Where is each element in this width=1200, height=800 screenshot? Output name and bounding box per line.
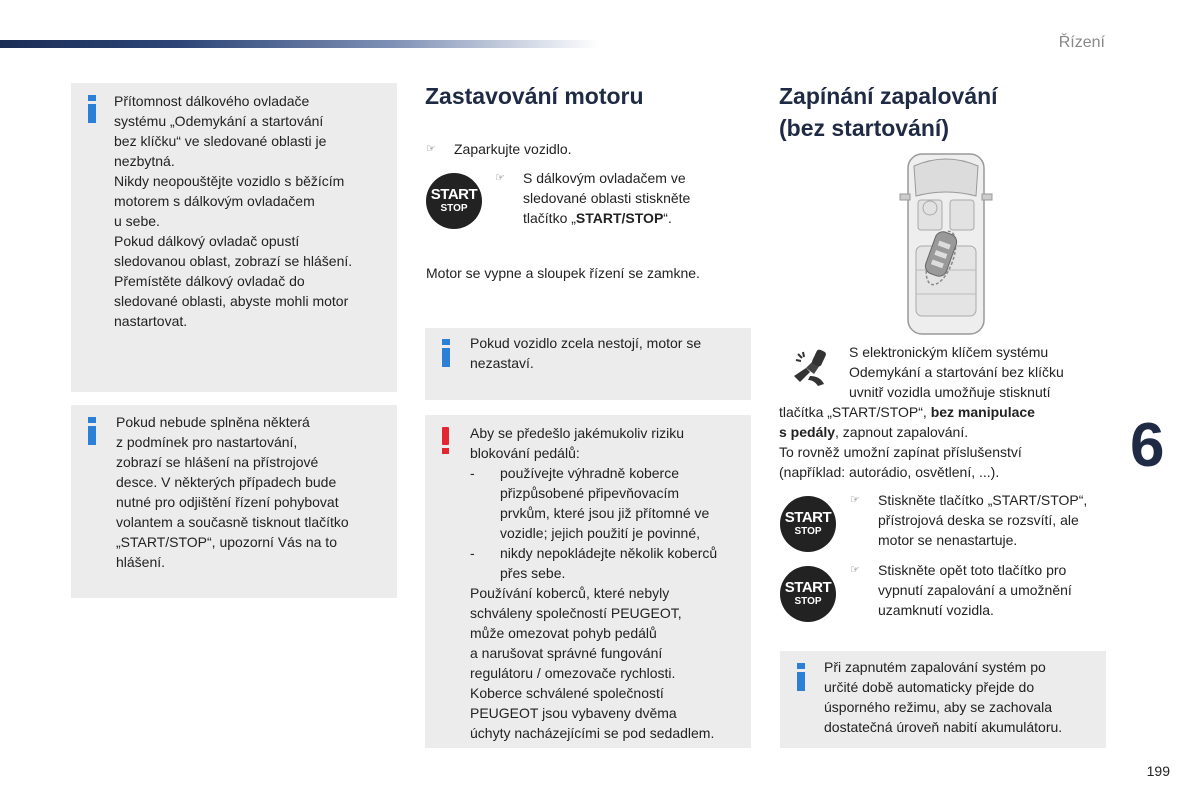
bullet-pointer-icon: ☞ — [495, 172, 505, 184]
section-label: Řízení — [1058, 34, 1105, 51]
text-fragment: tlačítka „START/STOP“, — [779, 404, 931, 420]
start-stop-button-icon — [780, 496, 836, 552]
text-line: určité době automaticky přejde do — [824, 679, 1035, 695]
text-fragment-bold: s pedály — [779, 424, 836, 440]
step-text: vypnutí zapalování a umožnění — [878, 582, 1072, 598]
text-line: S elektronickým klíčem systému — [849, 344, 1049, 360]
info-text — [470, 333, 701, 373]
text-line: hlášení. — [116, 554, 166, 570]
text-line: úsporného režimu, aby se zachovala — [824, 699, 1053, 715]
text-line: bez klíčku“ ve sledované oblasti je — [114, 133, 327, 149]
text-line: Při zapnutém zapalování systém po — [824, 659, 1046, 675]
info-icon — [441, 339, 451, 367]
text-line: sledovanou oblast, zobrazí se hlášení. — [114, 253, 353, 269]
text-line: Přítomnost dálkového ovladače — [114, 93, 310, 109]
start-label: START — [784, 509, 832, 526]
warning-icon — [441, 427, 451, 455]
step-text: Stiskněte opět toto tlačítko pro — [878, 562, 1067, 578]
bullet-pointer-icon: ☞ — [850, 564, 860, 576]
text-line: a narušovat správné fungování — [470, 645, 663, 661]
info-box-start-conditions — [71, 405, 397, 598]
info-icon — [87, 417, 97, 445]
ignition-description — [779, 342, 1109, 482]
text-line: (například: autorádio, osvětlení, ...). — [779, 464, 1000, 480]
header-gradient-bar — [0, 40, 600, 48]
text-line: z podmínek pro nastartování, — [116, 434, 298, 450]
text-line — [779, 422, 1109, 442]
text-line: Pokud vozidlo zcela nestojí, motor se — [470, 335, 702, 351]
text-fragment: , zapnout zapalování. — [835, 424, 969, 440]
info-box-eco-mode — [780, 651, 1106, 748]
text-line: Přemístěte dálkový ovladač do — [114, 273, 305, 289]
text-line: „START/STOP“, upozorní Vás na to — [116, 534, 337, 550]
text-line: nikdy nepokládejte několik koberců — [500, 545, 718, 561]
text-line: PEUGEOT jsou vybaveny dvěma — [470, 705, 677, 721]
text-line: regulátoru / omezovače rychlosti. — [470, 665, 676, 681]
text-line: používejte výhradně koberce — [500, 465, 679, 481]
text-line: u sebe. — [114, 213, 160, 229]
text-line: Koberce schválené společností — [470, 685, 664, 701]
text-line: volantem a současně tisknout tlačítko — [116, 514, 349, 530]
stop-label: STOP — [440, 203, 468, 214]
text-line: Pokud dálkový ovladač opustí — [114, 233, 300, 249]
list-item — [470, 463, 717, 543]
text-fragment: “. — [663, 210, 672, 226]
step-text: S dálkovým ovladačem ve — [523, 170, 686, 186]
step-text: sledované oblasti stiskněte — [523, 190, 691, 206]
section-title-ignition — [779, 80, 998, 144]
car-top-view-icon — [896, 150, 996, 338]
step-text: Zaparkujte vozidlo. — [454, 141, 572, 157]
warning-list — [470, 463, 717, 583]
text-line: nastartovat. — [114, 313, 188, 329]
title-line: Zapínání zapalování — [779, 83, 998, 109]
stop-label: STOP — [794, 596, 822, 607]
info-icon — [796, 663, 806, 691]
page-number: 199 — [1146, 763, 1170, 779]
text-line: Odemykání a startování bez klíčku — [849, 364, 1064, 380]
text-line: zobrazí se hlášení na přístrojové — [116, 454, 319, 470]
text-fragment: tlačítko „ — [523, 210, 576, 226]
start-label: START — [430, 186, 478, 203]
step-text: motor se nenastartuje. — [878, 532, 1018, 548]
text-line: nezbytná. — [114, 153, 175, 169]
text-line: prvkům, které jsou již přítomné ve — [500, 505, 710, 521]
start-label: START — [784, 579, 832, 596]
text-line: přes sebe. — [500, 565, 566, 581]
stop-label: STOP — [794, 526, 822, 537]
text-line — [779, 402, 1109, 422]
info-icon — [87, 95, 97, 123]
section-title-stopping: Zastavování motoru — [425, 83, 644, 109]
stop-result-text: Motor se vypne a sloupek řízení se zamkne. — [426, 265, 700, 281]
text-fragment-bold: START/STOP — [575, 210, 664, 226]
text-line: Aby se předešlo jakémukoliv riziku — [470, 425, 684, 441]
info-text — [824, 657, 1062, 737]
text-line: nutné pro odjištění řízení pohybovat — [116, 494, 339, 510]
info-box-vehicle-moving — [425, 328, 751, 400]
step-text: Stiskněte tlačítko „START/STOP“, — [878, 492, 1088, 508]
text-line: systému „Odemykání a startování — [114, 113, 324, 129]
text-line: přizpůsobené připevňovacím — [500, 485, 679, 501]
list-dash: - — [470, 465, 475, 481]
text-line: motorem s dálkovým ovladačem — [114, 193, 315, 209]
text-line: Nikdy neopouštějte vozidlo s běžícím — [114, 173, 345, 189]
bullet-pointer-icon: ☞ — [850, 494, 860, 506]
info-box-remote-presence — [71, 83, 397, 392]
text-line: To rovněž umožní zapínat příslušenství — [779, 444, 1022, 460]
step-text — [523, 208, 690, 228]
text-line: blokování pedálů: — [470, 445, 580, 461]
start-stop-button-icon — [780, 566, 836, 622]
text-line: může omezovat pohyb pedálů — [470, 625, 657, 641]
text-line: Pokud nebude splněna některá — [116, 414, 310, 430]
text-line: schváleny společností PEUGEOT, — [470, 605, 682, 621]
list-dash: - — [470, 545, 475, 561]
warning-text — [470, 423, 717, 743]
text-line: nezastaví. — [470, 355, 534, 371]
text-line: Používání koberců, které nebyly — [470, 585, 670, 601]
text-line: sledované oblasti, abyste mohli motor — [114, 293, 349, 309]
text-line: uvnitř vozidla umožňuje stisknutí — [849, 384, 1051, 400]
step-text: přístrojová deska se rozsvítí, ale — [878, 512, 1079, 528]
info-text — [116, 412, 349, 572]
title-line: (bez startování) — [779, 115, 949, 141]
text-line: úchyty nacházejícími se pod sedadlem. — [470, 725, 715, 741]
warning-box-floor-mats — [425, 415, 751, 748]
bullet-pointer-icon: ☞ — [426, 143, 436, 155]
chapter-number: 6 — [1130, 411, 1165, 480]
text-line: vozidle; jejich použití je povinné, — [500, 525, 701, 541]
info-text — [114, 91, 352, 331]
step-text: uzamknutí vozidla. — [878, 602, 994, 618]
start-stop-button-icon — [426, 173, 482, 229]
list-item — [470, 543, 717, 583]
text-line: dostatečná úroveň nabití akumulátoru. — [824, 719, 1063, 735]
text-fragment-bold: bez manipulace — [930, 404, 1035, 420]
text-line: desce. V některých případech bude — [116, 474, 337, 490]
